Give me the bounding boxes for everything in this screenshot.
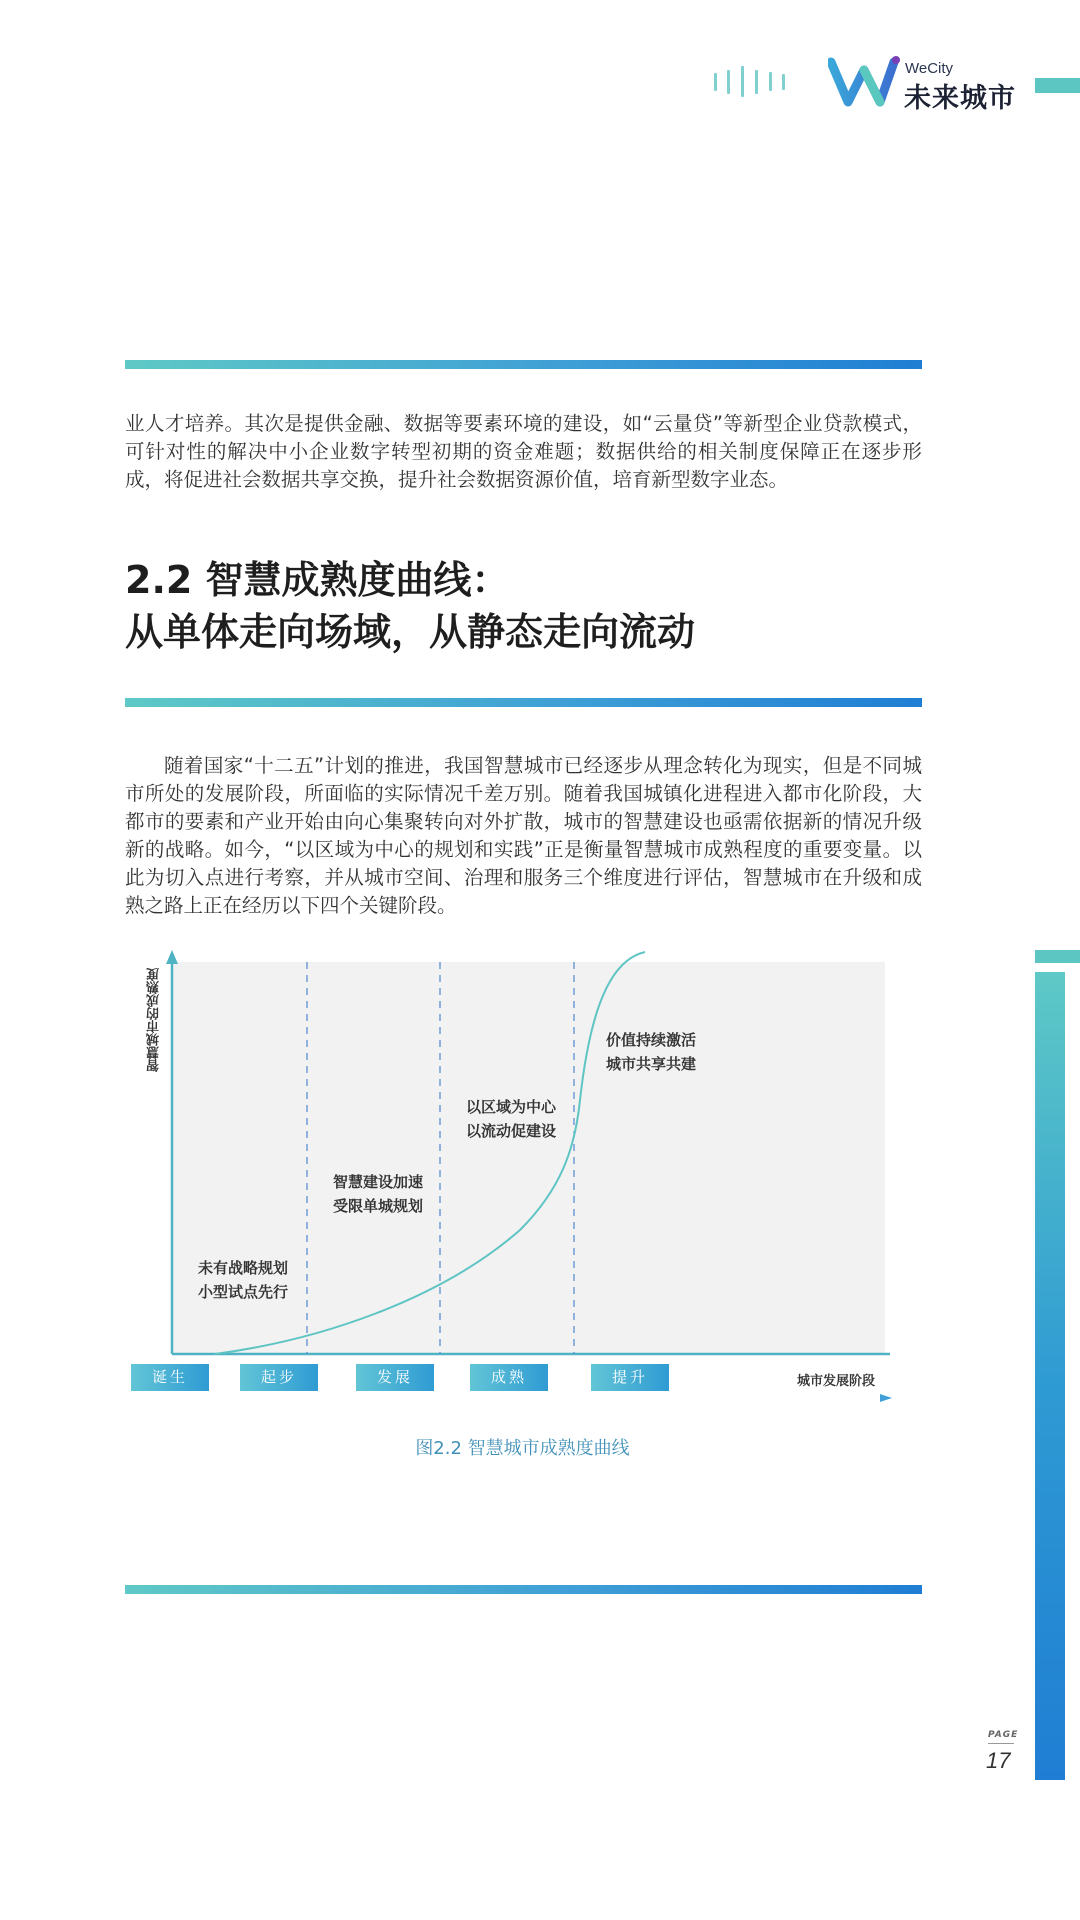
stage-annotation (466, 1095, 556, 1143)
wecity-logo-icon (828, 56, 903, 108)
stage-label: 诞生 (131, 1364, 209, 1391)
annotation-line: 以区域为中心 (466, 1098, 557, 1116)
decor-tick (782, 74, 785, 90)
stage-annotation (198, 1256, 288, 1304)
decor-tick (741, 66, 744, 97)
annotation-line: 受限单城规划 (333, 1197, 424, 1215)
annotation-line: 小型试点先行 (198, 1283, 289, 1301)
decor-tick (727, 70, 730, 94)
stage-label: 发展 (356, 1364, 434, 1391)
chart-ylabel: 智慧城市的成熟度 (147, 968, 162, 1072)
y-axis-arrow-icon (166, 950, 178, 964)
side-accent-bar (1035, 972, 1065, 1780)
divider-rule (125, 698, 922, 707)
section-title-line1: 2.2 智慧成熟度曲线： (125, 558, 510, 602)
chart-xlabel: 城市发展阶段 (797, 1374, 876, 1389)
stage-annotation (333, 1170, 423, 1218)
maturity-curve-chart (120, 950, 920, 1410)
annotation-line: 价值持续激活 (606, 1031, 697, 1049)
page-label-underline (988, 1743, 1014, 1744)
annotation-line: 智慧建设加速 (333, 1173, 424, 1191)
page-number: 17 (986, 1748, 1011, 1773)
divider-rule (125, 360, 922, 369)
logo-text-cn: 未来城市 (904, 83, 1016, 114)
annotation-line: 城市共享共建 (606, 1055, 697, 1073)
decor-tick (714, 73, 717, 91)
logo-text-en: WeCity (905, 60, 954, 77)
corner-accent-tab (1035, 78, 1080, 93)
annotation-line: 以流动促建设 (466, 1122, 557, 1140)
section-title-line2: 从单体走向场域，从静态走向流动 (125, 610, 696, 654)
figure-caption: 图2.2 智慧城市成熟度曲线 (415, 1438, 630, 1459)
annotation-line: 未有战略规划 (198, 1259, 289, 1277)
side-accent-tab (1035, 950, 1080, 963)
stage-label: 起步 (240, 1364, 318, 1391)
page-label: PAGE (988, 1730, 1019, 1740)
stage-label: 成熟 (470, 1364, 548, 1391)
top-paragraph: 业人才培养。其次是提供金融、数据等要素环境的建设，如“云量贷”等新型企业贷款模式，可针对性的解决中小企业数字转型初期的资金难题；数据供给的相关制度保障正在逐步形成，将促进社会数据共享交换，提升社会数据资源价值，培育新型数字业态。 (125, 412, 922, 491)
stage-label: 提升 (591, 1364, 669, 1391)
stage-annotation (606, 1028, 696, 1076)
x-axis-arrow-icon (880, 1394, 892, 1402)
decor-tick (755, 70, 758, 94)
body-paragraph: 随着国家“十二五”计划的推进，我国智慧城市已经逐步从理念转化为现实，但是不同城市所处的发展阶段，所面临的实际情况千差万别。随着我国城镇化进程进入都市化阶段，大都市的要素和产业开始由向心集聚转向对外扩散，城市的智慧建设也亟需依据新的情况升级新的战略。如今，“以区域为中心的规划和实践”正是衡量智慧城市成熟程度的重要变量。以此为切入点进行考察，并从城市空间、治理和服务三个维度进行评估，智慧城市在升级和成熟之路上正在经历以下四个关键阶段。 (125, 754, 922, 917)
divider-rule (125, 1585, 922, 1594)
decor-tick (769, 72, 772, 91)
